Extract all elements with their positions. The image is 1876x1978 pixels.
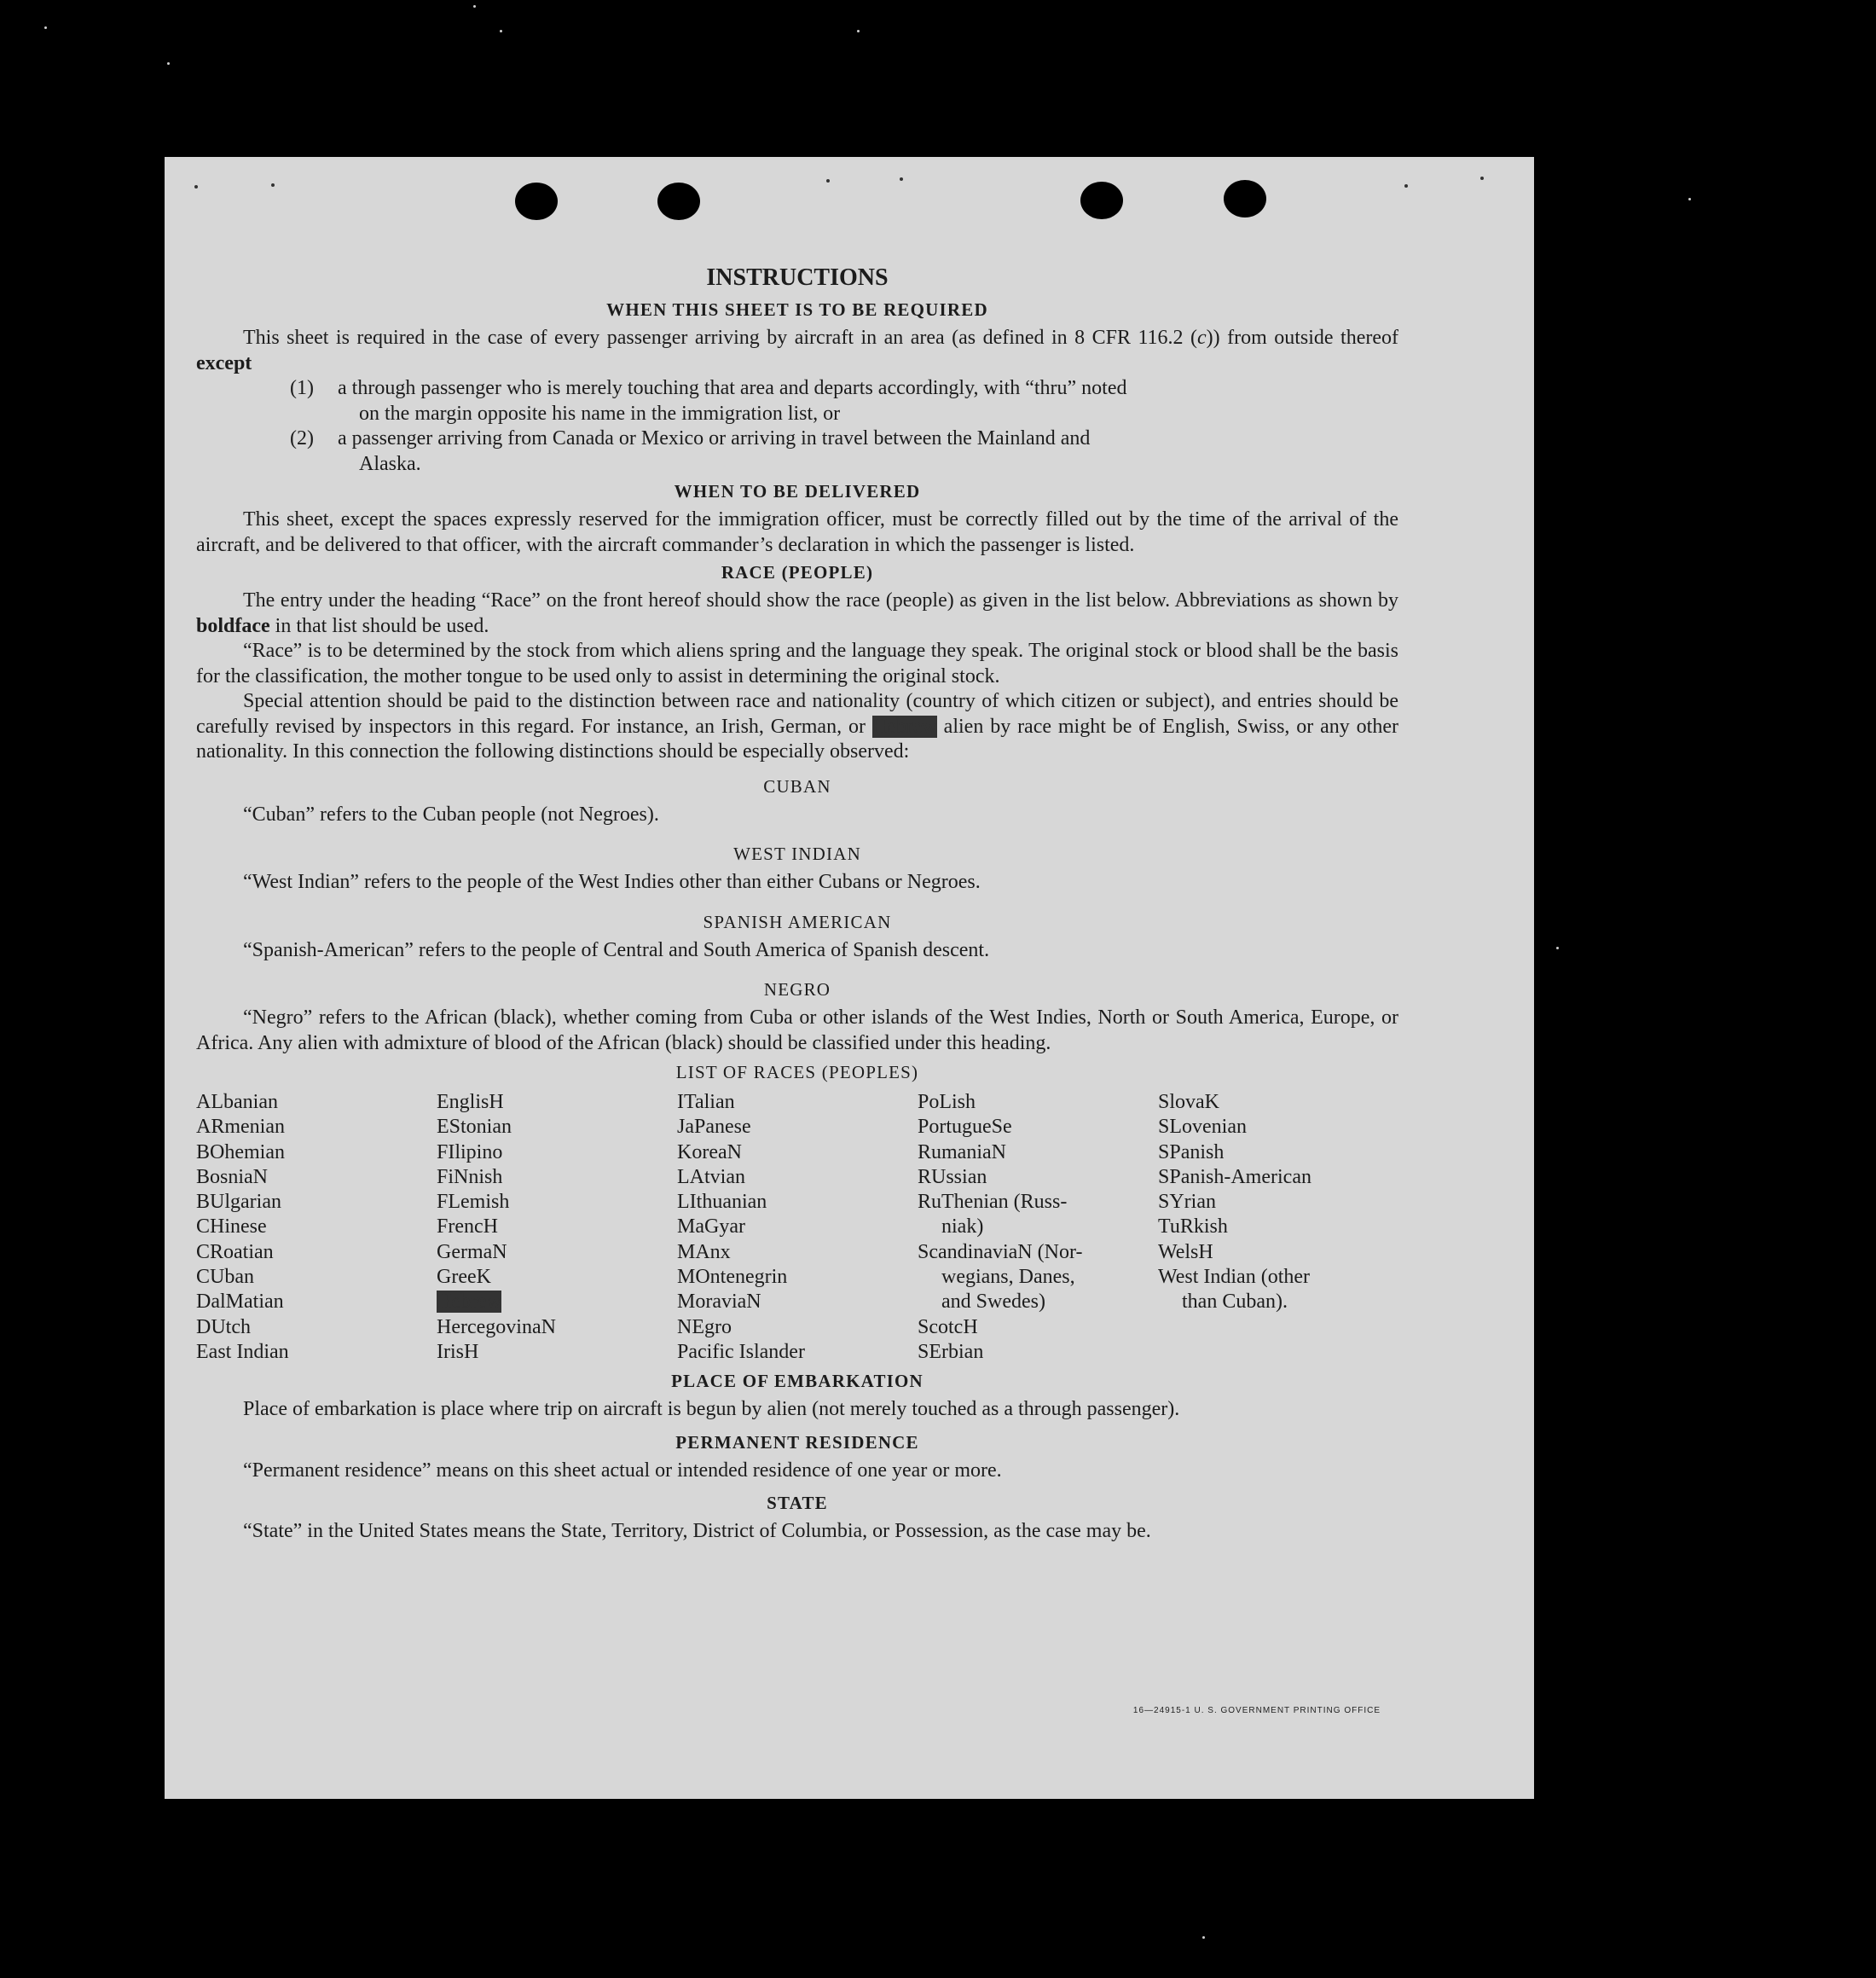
race-entry: MoraviaN bbox=[677, 1291, 761, 1314]
race-entry-continued: than Cuban). bbox=[1182, 1291, 1288, 1314]
section-heading-delivered: WHEN TO BE DELIVERED bbox=[674, 481, 921, 502]
races-column-2 bbox=[437, 1090, 677, 1365]
races-column-4 bbox=[918, 1090, 1158, 1365]
cuban-paragraph: “Cuban” refers to the Cuban people (not Negroes). bbox=[243, 803, 659, 826]
instruction-sheet bbox=[165, 157, 1534, 1799]
exception-item-1 bbox=[196, 376, 1398, 426]
race-entry: CUban bbox=[196, 1266, 254, 1289]
dust-speck bbox=[473, 5, 476, 8]
text-run: c bbox=[1197, 327, 1207, 349]
text-run: )) from outside thereof bbox=[1206, 327, 1398, 349]
race-entry: SLovenian bbox=[1158, 1116, 1247, 1139]
ink-dot bbox=[194, 185, 198, 189]
spanish-american-paragraph: “Spanish-American” refers to the people of Central and South America of Spanish descent. bbox=[243, 938, 990, 961]
west-indian-paragraph: “West Indian” refers to the people of the West Indies other than either Cubans or Negroes. bbox=[243, 871, 981, 893]
dust-speck bbox=[857, 30, 860, 32]
required-paragraph bbox=[196, 326, 1398, 376]
race-entry: DUtch bbox=[196, 1315, 251, 1338]
section-heading-cuban: CUBAN bbox=[763, 775, 831, 797]
redacted-word: Hebrew bbox=[437, 1291, 501, 1314]
section-heading-embarkation: PLACE OF EMBARKATION bbox=[671, 1371, 924, 1392]
race-entry: RuThenian (Russ- bbox=[918, 1191, 1068, 1214]
delivered-paragraph: This sheet, except the spaces expressly reserved for the immigration officer, must be correctly filled out by the time of the arrival of the aircraft, and be delivered to that officer, with the aircraft commander’s declaration in which the passenger is listed. bbox=[196, 508, 1398, 556]
item-text bbox=[338, 376, 1398, 426]
residence-paragraph: “Permanent residence” means on this sheet actual or intended residence of one year or more. bbox=[243, 1459, 1002, 1482]
dust-speck bbox=[167, 62, 170, 65]
punch-hole bbox=[657, 183, 700, 220]
ink-dot bbox=[826, 179, 830, 183]
race-entry: PoLish bbox=[918, 1091, 976, 1113]
printer-imprint: 16—24915-1 U. S. GOVERNMENT PRINTING OFFICE bbox=[1132, 1706, 1381, 1715]
race-entry: SPanish-American bbox=[1158, 1165, 1311, 1188]
text-run: alien by race might be of English, Swiss, or any other nationality. In this connection the following distinctions should be especially observed: bbox=[196, 715, 1398, 763]
race-entry: NEgro bbox=[677, 1315, 732, 1338]
section-heading-race: RACE (PEOPLE) bbox=[721, 562, 874, 583]
text-run: Special attention should be paid to the distinction between race and nationality (country of which citizen or subject), and entries should be carefully revised by inspectors in this regard. For instance, an Irish, German, or bbox=[196, 690, 1398, 738]
ink-dot bbox=[900, 177, 903, 181]
race-entry: CHinese bbox=[196, 1215, 267, 1238]
race-entry: LAtvian bbox=[677, 1165, 745, 1188]
instructions-content bbox=[196, 261, 1398, 1545]
race-entry: ScandinaviaN (Nor- bbox=[918, 1240, 1083, 1263]
dust-speck bbox=[44, 26, 47, 29]
race-entry: GermaN bbox=[437, 1240, 507, 1263]
race-entry: MAnx bbox=[677, 1240, 731, 1263]
text-run: a through passenger who is merely touching that area and departs accordingly, with “thru” noted bbox=[338, 377, 1127, 399]
section-heading-negro: NEGRO bbox=[763, 979, 831, 1000]
race-entry-continued: niak) bbox=[941, 1215, 984, 1238]
text-run: except bbox=[196, 351, 252, 374]
race-entry: WelsH bbox=[1158, 1240, 1213, 1263]
negro-paragraph: “Negro” refers to the African (black), whether coming from Cuba or other islands of the West Indies, North or South America, Europe, or Africa. Any alien with admixture of blood of the African (black) should be classified under this heading. bbox=[196, 1006, 1398, 1054]
dust-speck bbox=[500, 30, 502, 32]
text-run: The entry under the heading “Race” on the front hereof should show the race (people) as given in the list below. Abbreviations as shown by bbox=[243, 589, 1398, 612]
race-entry: ALbanian bbox=[196, 1091, 278, 1113]
race-entry: SlovaK bbox=[1158, 1091, 1219, 1113]
race-entry: BosniaN bbox=[196, 1165, 268, 1188]
race-entry: ARmenian bbox=[196, 1116, 285, 1139]
race-paragraph-1 bbox=[196, 589, 1398, 639]
race-entry: BUlgarian bbox=[196, 1191, 281, 1214]
text-run: in that list should be used. bbox=[269, 614, 489, 637]
punch-hole bbox=[1224, 180, 1266, 218]
section-heading-state: STATE bbox=[767, 1493, 828, 1514]
race-entry: IrisH bbox=[437, 1340, 479, 1363]
section-heading-west-indian: WEST INDIAN bbox=[733, 844, 861, 864]
races-column-1 bbox=[196, 1090, 437, 1365]
race-entry: East Indian bbox=[196, 1340, 289, 1363]
race-entry: MOntenegrin bbox=[677, 1266, 788, 1289]
punch-hole bbox=[515, 183, 558, 220]
redacted-word: Hebrew bbox=[871, 715, 937, 738]
race-entry: RumaniaN bbox=[918, 1140, 1006, 1163]
race-entry: TuRkish bbox=[1158, 1215, 1228, 1238]
race-entry: EStonian bbox=[437, 1116, 512, 1139]
punch-hole bbox=[1080, 182, 1123, 219]
race-entry: SErbian bbox=[918, 1340, 984, 1363]
race-entry: MaGyar bbox=[677, 1215, 745, 1238]
race-entry-continued: and Swedes) bbox=[941, 1291, 1045, 1314]
race-entry: DalMatian bbox=[196, 1291, 284, 1314]
race-entry: RUssian bbox=[918, 1165, 987, 1188]
race-entry: JaPanese bbox=[677, 1116, 751, 1139]
ink-dot bbox=[1404, 184, 1408, 188]
state-paragraph: “State” in the United States means the State, Territory, District of Columbia, or Possession, as the case may be. bbox=[243, 1520, 1151, 1543]
dust-speck bbox=[1556, 947, 1559, 949]
race-entry: FiNnish bbox=[437, 1165, 503, 1188]
race-entry: EnglisH bbox=[437, 1091, 504, 1113]
race-paragraph-2: “Race” is to be determined by the stock from which aliens spring and the language they speak. The original stock or blood shall be the basis for the classification, the mother tongue to be used only to assist in determining the original stock. bbox=[196, 640, 1398, 687]
race-entry: BOhemian bbox=[196, 1140, 285, 1163]
race-entry: ITalian bbox=[677, 1091, 735, 1113]
race-entry-continued: wegians, Danes, bbox=[941, 1266, 1075, 1289]
races-list bbox=[196, 1090, 1398, 1365]
section-heading-spanish-american: SPANISH AMERICAN bbox=[703, 911, 892, 932]
item-number: (1) bbox=[290, 377, 314, 399]
race-entry: GreeK bbox=[437, 1266, 491, 1289]
embarkation-paragraph: Place of embarkation is place where trip on aircraft is begun by alien (not merely touched as a through passenger). bbox=[243, 1398, 1180, 1421]
text-run: boldface bbox=[196, 614, 270, 637]
ink-dot bbox=[1480, 177, 1484, 180]
text-run: a passenger arriving from Canada or Mexico or arriving in travel between the Mainland and bbox=[338, 427, 1091, 450]
text-run: on the margin opposite his name in the immigration list, or bbox=[359, 402, 841, 425]
race-entry: FIlipino bbox=[437, 1140, 503, 1163]
section-heading-residence: PERMANENT RESIDENCE bbox=[675, 1431, 919, 1453]
exception-item-2 bbox=[196, 426, 1398, 477]
race-entry: CRoatian bbox=[196, 1240, 274, 1263]
dust-speck bbox=[1688, 198, 1691, 200]
race-entry: SYrian bbox=[1158, 1191, 1216, 1214]
document-title: INSTRUCTIONS bbox=[706, 264, 889, 291]
race-entry: West Indian (other bbox=[1158, 1266, 1311, 1289]
race-entry: ScotcH bbox=[918, 1315, 978, 1338]
dust-speck bbox=[1202, 1936, 1205, 1939]
race-entry: Pacific Islander bbox=[677, 1340, 805, 1363]
item-text bbox=[338, 426, 1398, 477]
race-entry: LIthuanian bbox=[677, 1191, 767, 1214]
races-column-3 bbox=[677, 1090, 918, 1365]
text-run: Alaska. bbox=[359, 452, 421, 475]
race-paragraph-3 bbox=[196, 689, 1398, 765]
ink-dot bbox=[271, 183, 275, 187]
section-heading-races-list: LIST OF RACES (PEOPLES) bbox=[675, 1062, 919, 1082]
text-run: This sheet is required in the case of every passenger arriving by aircraft in an area (as defined in 8 CFR 116.2 ( bbox=[243, 327, 1198, 349]
race-entry: KoreaN bbox=[677, 1140, 742, 1163]
race-entry: FLemish bbox=[437, 1191, 510, 1214]
race-entry-redacted bbox=[437, 1290, 677, 1314]
race-entry: PortugueSe bbox=[918, 1116, 1012, 1139]
race-entry: HercegovinaN bbox=[437, 1315, 556, 1338]
races-column-5 bbox=[1158, 1090, 1398, 1365]
item-number: (2) bbox=[290, 427, 314, 450]
race-entry: SPanish bbox=[1158, 1140, 1225, 1163]
section-heading-when-required: WHEN THIS SHEET IS TO BE REQUIRED bbox=[606, 299, 988, 320]
race-entry: FrencH bbox=[437, 1215, 498, 1238]
